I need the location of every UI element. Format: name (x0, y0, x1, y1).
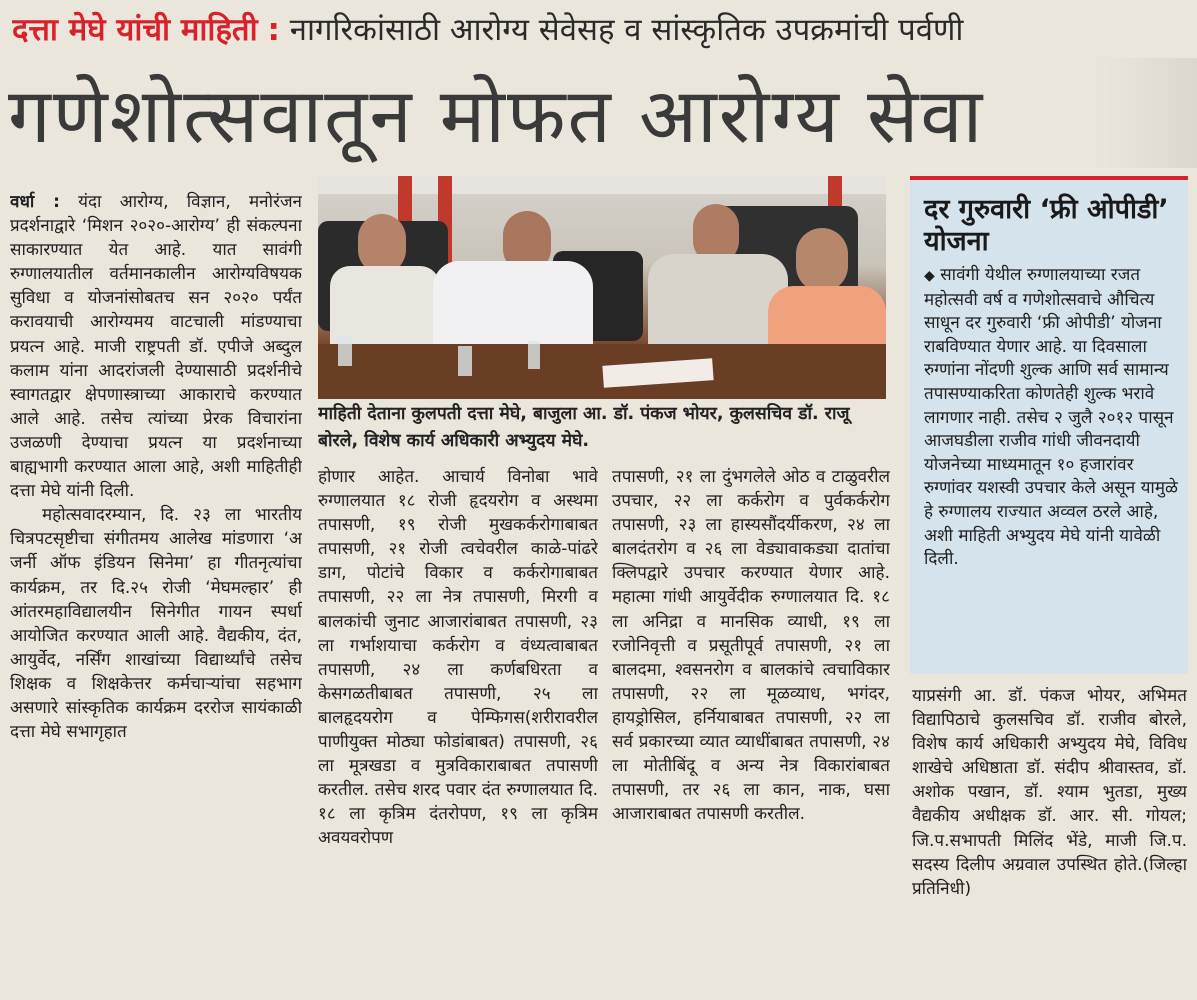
article-column-2: होणार आहेत. आचार्य विनोबा भावे रुग्णालयात १८ रोजी हृदयरोग व अस्थमा तपासणी, १९ रोजी मुखकर्करोगाबाबत तपासणी, २१ रोजी त्वचेवरील काळे-पांढरे डाग, पोटांचे विकार व कर्करोगाबाबत तपासणी, २२ ला नेत्र तपासणी, मिरगी व बालकांची जुनाट आजारांबाबत तपासणी, २३ ला गर्भाशयाचा कर्करोग व वंध्यत्वाबाबत तपासणी, २४ ला कर्णबधिरता व केसगळतीबाबत तपासणी, २५ ला बालहृदयरोग व पेम्फिगस(शरीरावरील पाणीयुक्त मोठ्या फोडांबाबत) तपासणी, २६ ला मूत्रखडा व मुत्रविकाराबाबत तपासणी करतील. तसेच शरद पवार दंत रुग्णालयात दि. १८ ला कृत्रिम दंतरोपण, १९ ला कृत्रिम अवयवरोपण (318, 467, 598, 849)
kicker-label: दत्ता मेघे यांची माहिती (12, 12, 258, 48)
article-column-3: तपासणी, २१ ला दुंभगलेले ओठ व टाळुवरील उपचार, २२ ला कर्करोग व पुर्वकर्करोग तपासणी, २३ ला हास्यसौंदर्यीकरण, २४ ला बालदंतरोग व २६ ला वेड्यावाकड्या दातांचा क्लिपद्वारे उपचार करण्यात येणार आहे. महात्मा गांधी आयुर्वेदीक रुग्णालयात दि. १८ ला अनिद्रा व मानसिक व्याधी, १९ ला रजोनिवृत्ती व प्रसूतीपूर्व तपासणी, २१ ला बालदमा, श्वसनरोग व बालकांचे त्वचाविकार तपासणी, २२ ला मूळव्याध, भगंदर, हायड्रोसिल, हर्नियाबाबत तपासणी, २२ ला सर्व प्रकारच्या व्यात व्याधींबाबत तपासणी, २४ ला मोतीबिंदू व अन्य नेत्र विकारांबाबत तपासणी, तर २६ ला कान, नाक, घसा आजाराबाबत तपासणी करतील. (612, 467, 890, 825)
dateline: वर्धा : (10, 192, 60, 212)
kicker-line (12, 8, 1192, 52)
kicker-text: नागरिकांसाठी आरोग्य सेवेसह व सांस्कृतिक उपक्रमांची पर्वणी (289, 12, 964, 48)
col1-para1: यंदा आरोग्य, विज्ञान, मनोरंजन प्रदर्शनाद्वारे ‘मिशन २०२०-आरोग्य’ ही संकल्पना साकारण्यात येत आहे. यात सावंगी रुग्णालयातील वर्तमानकालीन आरोग्यविषयक सुविधा व योजनांसोबतच सन २०२० पर्यंत करावयाची आरोग्यमय वाटचाली मांडण्याचा प्रयत्न आहे. माजी राष्ट्रपती डॉ. एपीजे अब्दुल कलाम यांना आदरांजली देण्यासाठी प्रदर्शनीचे स्वागतद्वार क्षेपणास्त्राच्या आकाराचे करण्यात आले आहे. तसेच त्यांच्या प्रेरक विचारांना उजळणी देण्याचा प्रयत्न या प्रदर्शनाच्या बाह्यभागी करण्यात आला आहे, अशी माहितीही दत्ता मेघे यांनी दिली. (10, 192, 302, 502)
col1-para2: महोत्सवादरम्यान, दि. २३ ला भारतीय चित्रपटसृष्टीचा संगीतमय आलेख मांडणारा ‘अ जर्नी ऑफ इंडियन सिनेमा’ हा गीतनृत्यांचा कार्यक्रम, तर दि.२५ रोजी ‘मेघमल्हार’ ही आंतरमहाविद्यालयीन सिनेगीत गायन स्पर्धा आयोजित करण्यात आली आहे. वैद्यकीय, दंत, आयुर्वेद, नर्सिंग शाखांच्या विद्यार्थ्यांचे तसेच शिक्षक व शिक्षकेत्तर कर्मचाऱ्यांचा सहभाग असणारे सांस्कृतिक कार्यक्रम दररोज सायंकाळी दत्ता मेघे सभागृहात (10, 505, 302, 743)
sidebar-title: दर गुरुवारी ‘फ्री ओपीडी’ योजना (924, 194, 1169, 257)
kicker-separator: : (267, 12, 280, 48)
sidebar-box (910, 176, 1188, 674)
news-photo (318, 176, 886, 399)
headline: गणेशोत्सवातून मोफत आरोग्य सेवा (8, 71, 985, 160)
sidebar-text: सावंगी येथील रुग्णालयाच्या रजत महोत्सवी वर्ष व गणेशोत्सवाचे औचित्य साधून दर गुरुवारी ‘फ्री ओपीडी’ योजना राबविण्यात येणार आहे. या दिवसाला रुग्णांना नोंदणी शुल्क आणि सर्व सामान्य तपासण्याकरिता कोणतेही शुल्क भरावे लागणार नाही. तसेच २ जुलै २०१२ पासून आजघडीला राजीव गांधी जीवनदायी योजनेच्या माध्यमातून १० हजारांवर रुग्णांवर यशस्वी उपचार केले असून यामुळे हे रुग्णालय राज्यात अव्वल ठरले आहे, अशी माहिती अभ्युदय मेघे यांनी यावेळी दिली. (924, 265, 1178, 570)
article-column-4: याप्रसंगी आ. डॉ. पंकज भोयर, अभिमत विद्यापिठाचे कुलसचिव डॉ. राजीव बोरले, विशेष कार्य अधिकारी अभ्युदय मेघे, विविध शाखेचे अधिष्ठाता डॉ. संदीप श्रीवास्तव, डॉ. अशोक पखान, डॉ. श्याम भुतडा, मुख्य वैद्यकीय अधीक्षक डॉ. आर. सी. गोयल; जि.प.सभापती मिलिंद भेंडे, माजी जि.प. सदस्य दिलीप अग्रवाल उपस्थित होते.(जिल्हा प्रतिनिधी) (912, 686, 1187, 899)
adjacent-article-bleed (1097, 58, 1197, 168)
diamond-bullet-icon: ◆ (924, 268, 935, 284)
article-column-1 (10, 190, 302, 990)
photo-caption: माहिती देताना कुलपती दत्ता मेघे, बाजुला आ. डॉ. पंकज भोयर, कुलसचिव डॉ. राजू बोरले, विशेष कार्य अधिकारी अभ्युदय मेघे. (318, 404, 850, 451)
sidebar-body (910, 262, 1188, 572)
